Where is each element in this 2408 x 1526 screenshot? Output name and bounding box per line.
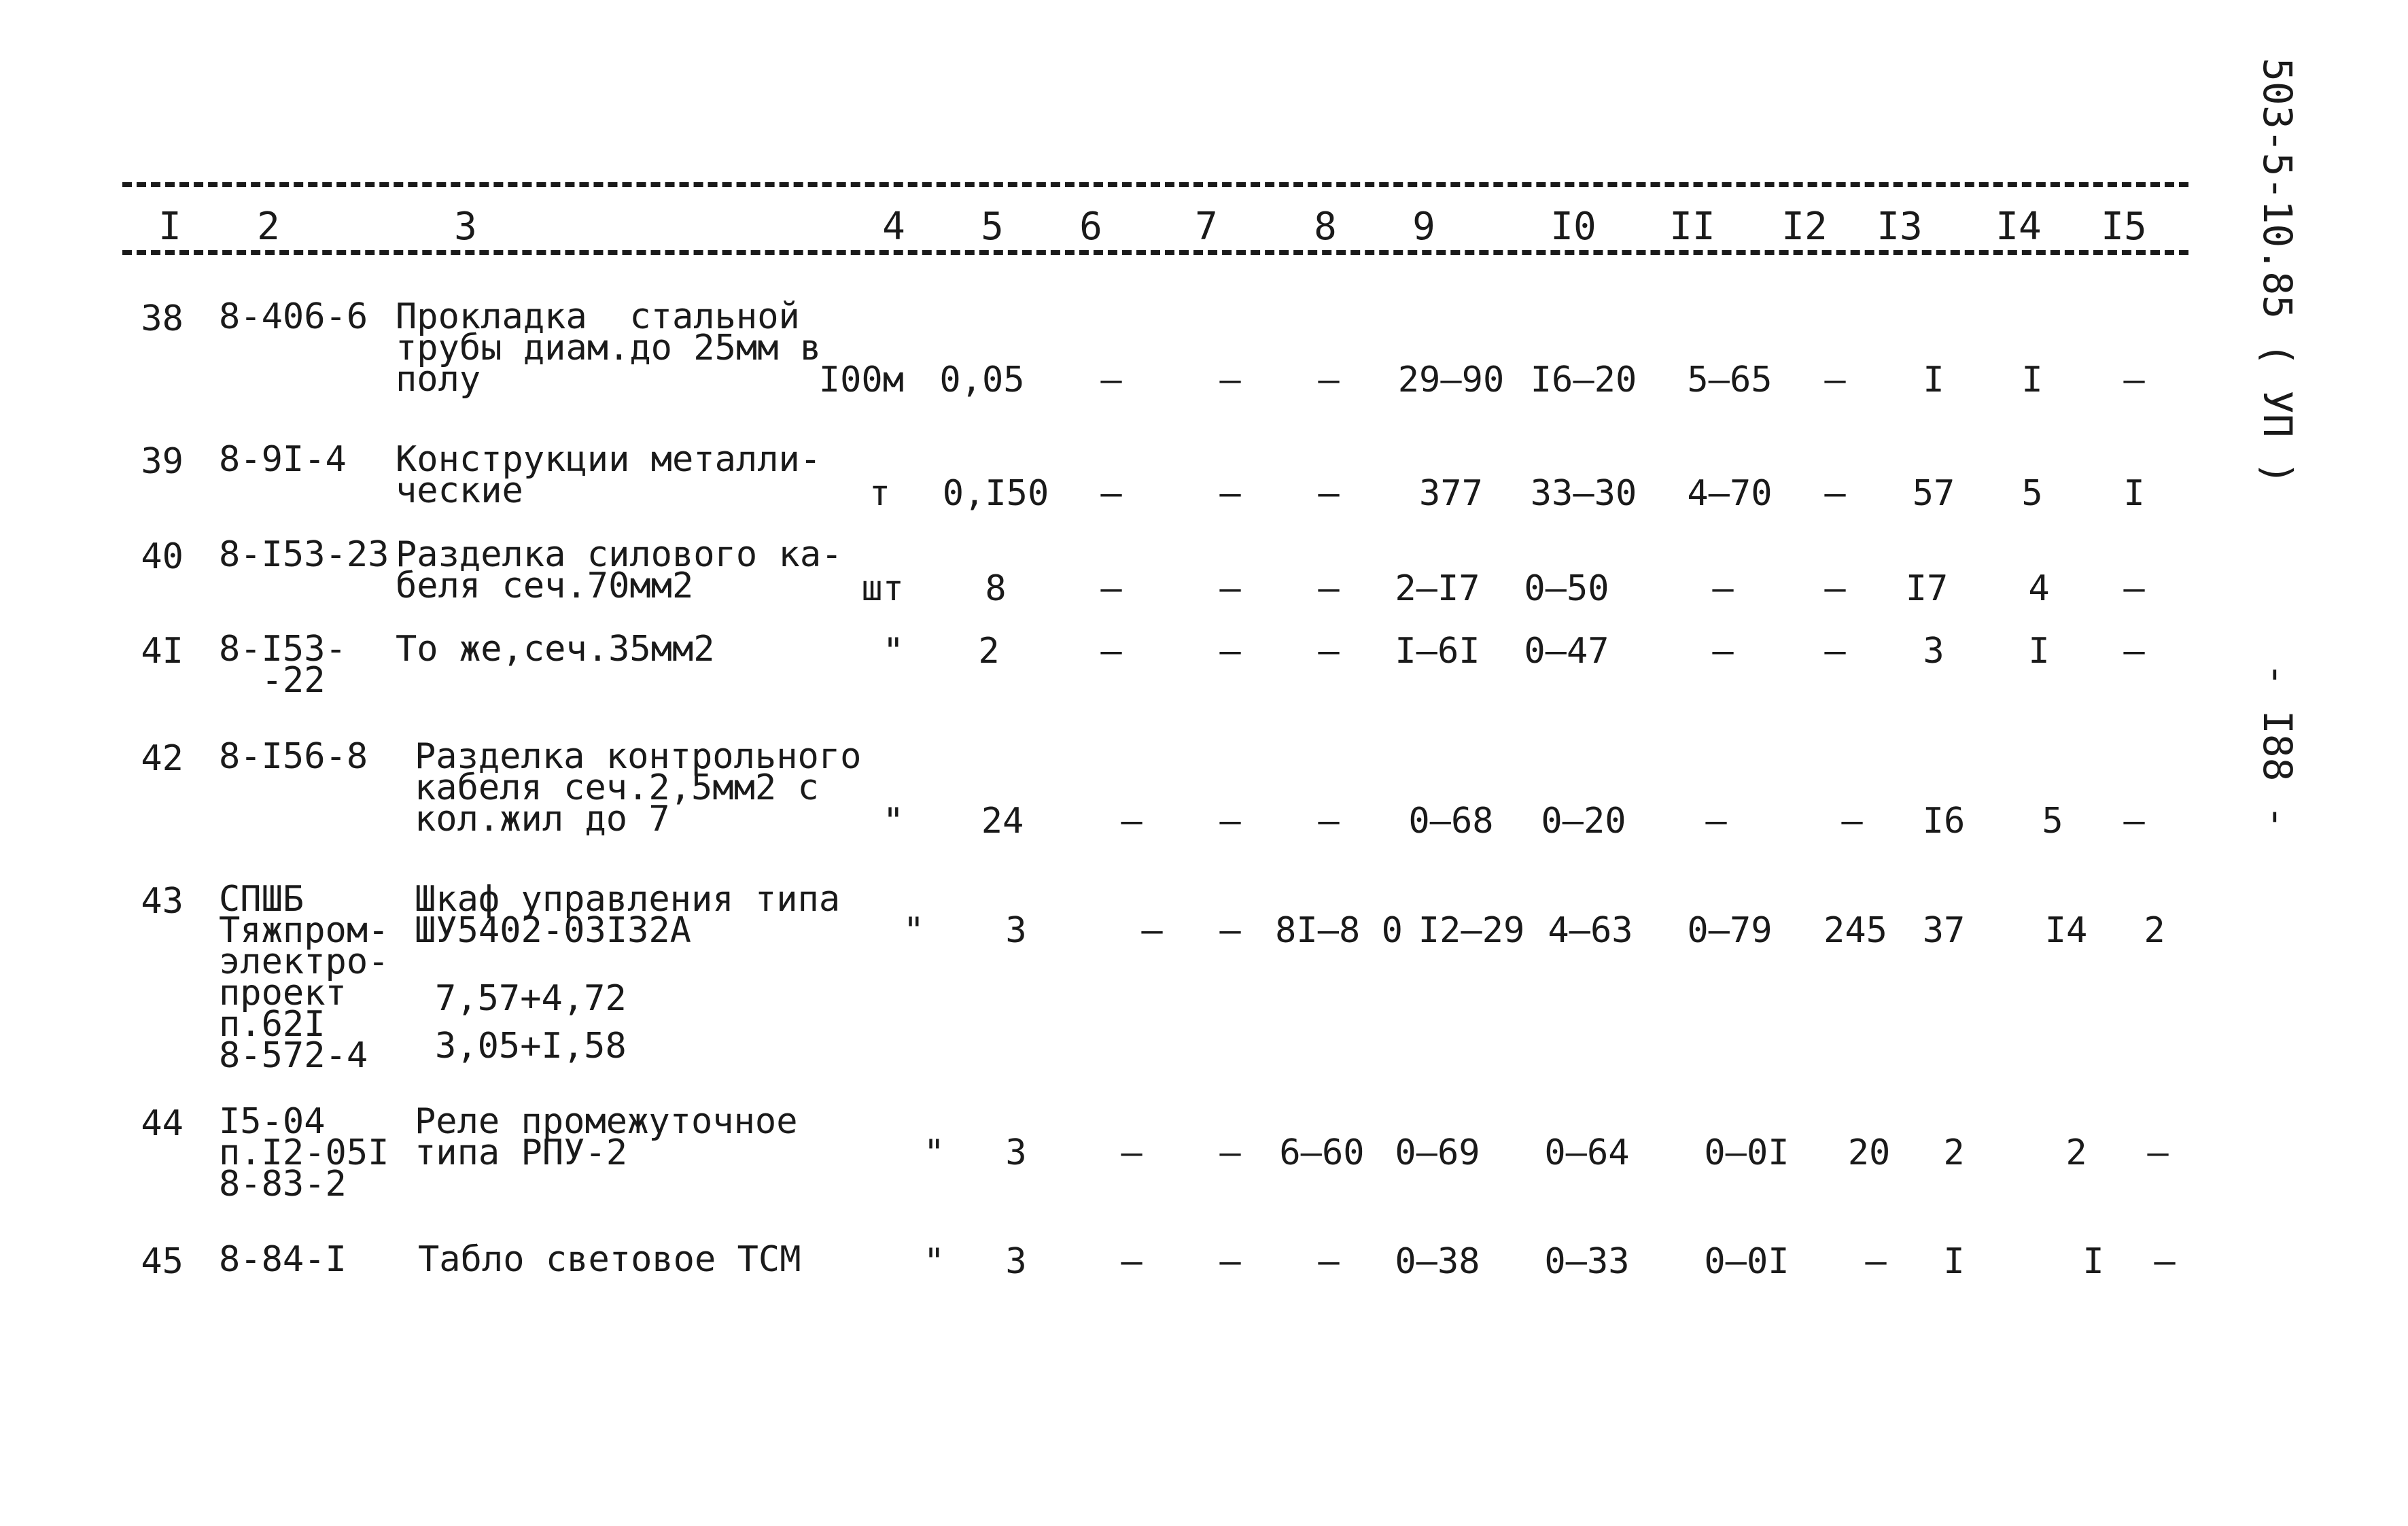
row-col-8: – (1318, 568, 1340, 609)
row-number: 44 (141, 1103, 184, 1144)
row-col-12: – (1824, 568, 1846, 609)
row-col-7: – (1219, 801, 1241, 842)
col-header-3: 3 (454, 205, 477, 249)
row-qty: 3 (1005, 1132, 1027, 1173)
row-col-12: – (1865, 1241, 1887, 1282)
header-top-rule (122, 182, 2188, 187)
row-col-8: – (1318, 1241, 1340, 1282)
row-col-11: – (1712, 631, 1734, 672)
row-col-13: I (1923, 360, 1944, 400)
row-col-14: I (2028, 631, 2050, 672)
row-col-15: I4 (2044, 910, 2088, 951)
row-col-8: – (1219, 910, 1241, 951)
row-name: Разделка контрольного кабеля сеч.2,5мм2 с кол.жил до 7 (415, 736, 862, 839)
row-col-6: – (1121, 1132, 1142, 1173)
row-col-12: – (1841, 801, 1863, 842)
row-col-15: – (2123, 568, 2145, 609)
row-col-14: 5 (2021, 473, 2043, 514)
row-col-8: – (1318, 631, 1340, 672)
row-col-14: 4 (2028, 568, 2050, 609)
row-name: То же,сеч.35мм2 (396, 629, 715, 670)
row-col-9: 377 (1419, 473, 1483, 514)
row-col-11: – (1712, 568, 1734, 609)
row-col-6: – (1100, 360, 1122, 400)
row-col-12: – (1824, 360, 1846, 400)
row-col-13: I (1943, 1241, 1965, 1282)
row-col-7: – (1219, 631, 1241, 672)
row-col-8: – (1318, 360, 1340, 400)
row-col-10: 0–50 (1524, 568, 1609, 609)
row-col-10: 33–30 (1530, 473, 1637, 514)
row-qty: 8 (985, 568, 1007, 609)
row-col-12: 20 (1847, 1132, 1891, 1173)
row-qty: 3 (1005, 910, 1027, 951)
row-col-13: 3 (1923, 631, 1944, 672)
col-header-14: I4 (1995, 205, 2042, 249)
row-col-9: 2–I7 (1395, 568, 1480, 609)
col-header-2: 2 (257, 205, 280, 249)
row-code: 8-84-I (219, 1239, 347, 1280)
row-col-7: – (1219, 360, 1241, 400)
row-col-9: 0–38 (1395, 1241, 1480, 1282)
row-unit: " (882, 801, 904, 842)
col-header-4: 4 (882, 205, 905, 249)
row-name: Реле промежуточное типа РПУ-2 (415, 1101, 798, 1173)
col-header-6: 6 (1079, 205, 1102, 249)
row-col-12: – (1824, 631, 1846, 672)
row-number: 42 (141, 738, 184, 779)
row-col-13: 2 (1943, 1132, 1965, 1173)
row-code: 8-I53- -22 (219, 629, 347, 701)
row-col-14: 37 (1922, 910, 1966, 951)
row-col-6: – (1100, 568, 1122, 609)
row-unit: " (882, 631, 904, 672)
row-col-13: 57 (1912, 473, 1955, 514)
col-header-9: 9 (1412, 205, 1435, 249)
row-col-8: – (1318, 473, 1340, 514)
row-col-6: – (1100, 473, 1122, 514)
row-number: 38 (141, 298, 184, 339)
row-number: 45 (141, 1241, 184, 1282)
row-col-9: I–6I (1395, 631, 1480, 672)
row-col-11: – (1705, 801, 1727, 842)
row-name: Прокладка стальной трубы диам.до 25мм в полу (396, 296, 822, 400)
row-col-10: I6–20 (1530, 360, 1637, 400)
row-unit: I00м (818, 360, 904, 400)
row-col-14: 2 (2065, 1132, 2087, 1173)
row-name: Табло световое ТСМ (418, 1239, 801, 1280)
row-col-10: 0–64 (1544, 1132, 1630, 1173)
row-number: 40 (141, 536, 184, 577)
row-col-15: – (2154, 1241, 2176, 1282)
row-number: 4I (141, 631, 184, 672)
col-header-13: I3 (1877, 205, 1923, 249)
row-unit: " (923, 1241, 945, 1282)
row-name: Шкаф управления типа ШУ5402-03I32А (415, 879, 841, 951)
row-unit: " (903, 910, 924, 951)
col-header-12: I2 (1781, 205, 1828, 249)
row-col-14: I (2021, 360, 2043, 400)
row-code: I5-04 п.I2-05I 8-83-2 (219, 1101, 389, 1204)
row-col-13: I7 (1905, 568, 1949, 609)
row-code: 8-406-6 (219, 296, 368, 337)
row-col-7: – (1219, 1132, 1241, 1173)
row-qty: 2 (978, 631, 1000, 672)
row-col-10: 0–20 (1541, 801, 1626, 842)
row-name: Разделка силового ка- беля сеч.70мм2 (396, 534, 843, 606)
col-header-11: II (1669, 205, 1715, 249)
row-code: 8-I53-23 (219, 534, 389, 575)
document-code: 503-5-10.85 ( УП ) (2254, 58, 2301, 485)
row-col-11: 0–0I (1704, 1241, 1790, 1282)
row-col-6: – (1121, 1241, 1142, 1282)
row-col-11: 0–0I (1704, 1132, 1790, 1173)
row-col-13: 245 (1824, 910, 1887, 951)
row-unit: " (923, 1132, 945, 1173)
row-col-11: 4–70 (1687, 473, 1773, 514)
row-col-11: 5–65 (1687, 360, 1773, 400)
row-col-15: I (2123, 473, 2145, 514)
col-header-1: I (158, 205, 181, 249)
row-code: 8-I56-8 (219, 736, 368, 777)
row-number: 39 (141, 441, 184, 482)
row-col-6: – (1121, 801, 1142, 842)
row-unit: т (869, 473, 890, 514)
row-qty: 3 (1005, 1241, 1027, 1282)
row-col-7: – (1219, 1241, 1241, 1282)
row-col-9: 0–68 (1408, 801, 1494, 842)
row-col-8: – (1318, 801, 1340, 842)
row-unit: шт (861, 568, 904, 609)
row-col-15: – (2123, 360, 2145, 400)
row-col-6: – (1100, 631, 1122, 672)
page-number: - I88 - (2254, 663, 2301, 829)
col-header-10: I0 (1550, 205, 1596, 249)
row-number: 43 (141, 881, 184, 922)
row-col-13: I6 (1922, 801, 1966, 842)
row-name-formula: 7,57+4,72 3,05+I,58 (435, 978, 627, 1067)
row-col-10: 0–33 (1544, 1241, 1630, 1282)
row-col-7: – (1219, 473, 1241, 514)
row-qty: 0,05 (939, 360, 1025, 400)
row-col-7: – (1141, 910, 1163, 951)
row-col-15: – (2147, 1132, 2169, 1173)
row-col-9: 0–69 (1395, 1132, 1480, 1173)
row-col-12: – (1824, 473, 1846, 514)
row-code: 8-9I-4 (219, 439, 347, 480)
col-header-7: 7 (1195, 205, 1218, 249)
row-col-9: 8I–8 0 (1275, 910, 1403, 951)
row-col-9: 29–90 (1397, 360, 1505, 400)
row-name: Конструкции металли- ческие (396, 439, 822, 511)
row-col-10: I2–29 (1418, 910, 1525, 951)
row-col-10: 0–47 (1524, 631, 1609, 672)
row-code: СПШБ Тяжпром- электро- проект п.62I 8-572-4 (219, 879, 389, 1076)
row-col-15: – (2123, 631, 2145, 672)
col-header-15: I5 (2101, 205, 2147, 249)
row-col-12: 0–79 (1687, 910, 1773, 951)
row-col-14: I (2082, 1241, 2104, 1282)
row-col-11: 4–63 (1548, 910, 1633, 951)
row-col-14: 5 (2042, 801, 2063, 842)
row-col-7: – (1219, 568, 1241, 609)
row-qty: 24 (981, 801, 1024, 842)
row-col-15: – (2123, 801, 2145, 842)
col-header-8: 8 (1314, 205, 1337, 249)
header-bottom-rule (122, 250, 2188, 255)
row-qty: 0,I50 (942, 473, 1049, 514)
row-col-16: 2 (2144, 910, 2165, 951)
col-header-5: 5 (981, 205, 1004, 249)
row-col-8: 6–60 (1279, 1132, 1365, 1173)
